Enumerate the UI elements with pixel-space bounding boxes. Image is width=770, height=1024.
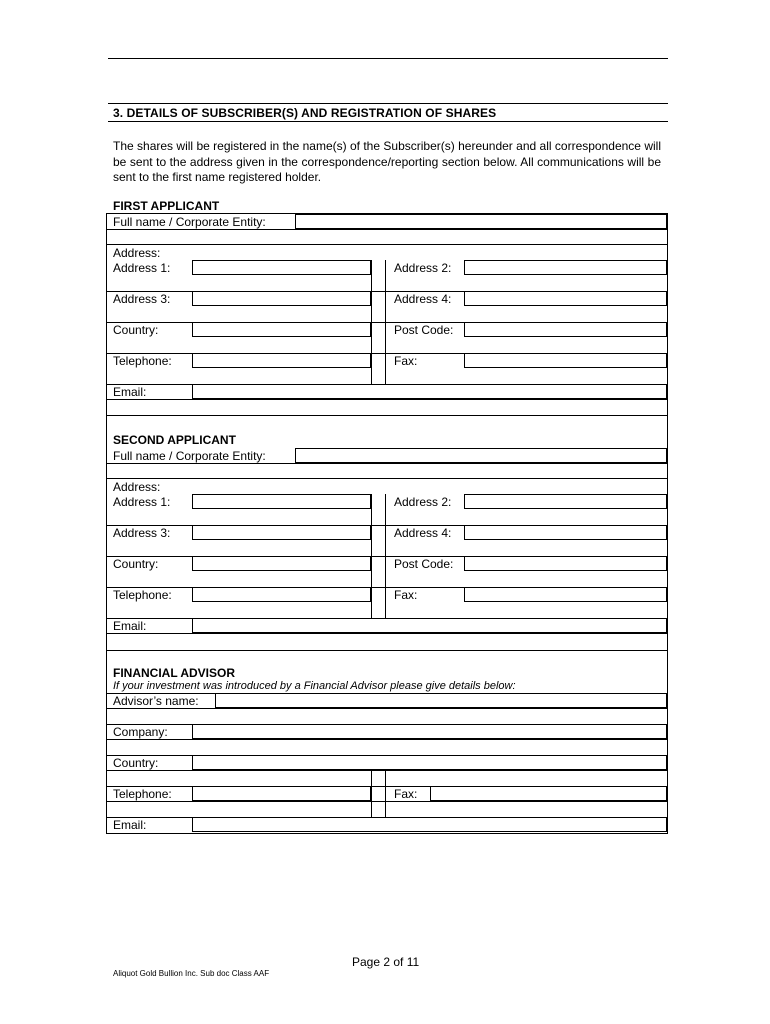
address3-field[interactable] bbox=[192, 291, 371, 306]
address1-field[interactable] bbox=[192, 494, 371, 509]
telephone-label: Telephone: bbox=[113, 787, 172, 801]
fax-field[interactable] bbox=[464, 353, 667, 368]
fax-label: Fax: bbox=[394, 354, 418, 368]
email-label: Email: bbox=[113, 619, 147, 633]
address3-field[interactable] bbox=[192, 525, 371, 540]
company-label: Company: bbox=[113, 725, 168, 739]
address-label: Address: bbox=[113, 480, 161, 494]
company-field[interactable] bbox=[192, 724, 667, 739]
advisor-name-field[interactable] bbox=[215, 693, 667, 708]
section-title-top-rule bbox=[108, 103, 668, 104]
post-code-label: Post Code: bbox=[394, 323, 454, 337]
email-field[interactable] bbox=[192, 817, 667, 832]
header-rule bbox=[108, 58, 668, 59]
country-field[interactable] bbox=[192, 556, 371, 571]
column-divider bbox=[371, 494, 386, 618]
second-applicant-heading: SECOND APPLICANT bbox=[113, 433, 236, 447]
second-applicant-form bbox=[106, 415, 668, 651]
full-name-label: Full name / Corporate Entity: bbox=[113, 449, 266, 463]
first-applicant-form bbox=[106, 213, 668, 416]
address2-field[interactable] bbox=[464, 260, 667, 275]
telephone-label: Telephone: bbox=[113, 354, 172, 368]
address2-label: Address 2: bbox=[394, 495, 452, 509]
section-title: 3. DETAILS OF SUBSCRIBER(S) AND REGISTRATION OF SHARES bbox=[113, 106, 497, 120]
address3-label: Address 3: bbox=[113, 292, 171, 306]
full-name-field[interactable] bbox=[295, 214, 667, 229]
financial-advisor-note: If your investment was introduced by a Financial Advisor please give details below: bbox=[113, 680, 516, 692]
page-number: Page 2 of 11 bbox=[352, 955, 420, 969]
address3-label: Address 3: bbox=[113, 526, 171, 540]
fax-field[interactable] bbox=[430, 786, 667, 801]
telephone-field[interactable] bbox=[192, 786, 371, 801]
document-footer: Aliquot Gold Bullion Inc. Sub doc Class AAF bbox=[113, 969, 270, 978]
address4-label: Address 4: bbox=[394, 292, 452, 306]
intro-paragraph: The shares will be registered in the name(s) of the Subscriber(s) hereunder and all correspondence will be sent to the address given in the correspondence/reporting section below. All communications will be sent to the first name registered holder. bbox=[113, 139, 661, 184]
address2-field[interactable] bbox=[464, 494, 667, 509]
address4-label: Address 4: bbox=[394, 526, 452, 540]
telephone-field[interactable] bbox=[192, 353, 371, 368]
address1-label: Address 1: bbox=[113, 261, 171, 275]
email-field[interactable] bbox=[192, 618, 667, 633]
email-field[interactable] bbox=[192, 384, 667, 399]
telephone-field[interactable] bbox=[192, 587, 371, 602]
full-name-field[interactable] bbox=[295, 448, 667, 463]
address2-label: Address 2: bbox=[394, 261, 452, 275]
address1-field[interactable] bbox=[192, 260, 371, 275]
fax-label: Fax: bbox=[394, 787, 418, 801]
financial-advisor-form bbox=[106, 650, 668, 834]
fax-field[interactable] bbox=[464, 587, 667, 602]
address-label: Address: bbox=[113, 246, 161, 260]
full-name-label: Full name / Corporate Entity: bbox=[113, 215, 266, 229]
financial-advisor-heading: FINANCIAL ADVISOR bbox=[113, 666, 236, 680]
first-applicant-heading: FIRST APPLICANT bbox=[113, 199, 220, 213]
advisor-name-label: Advisor’s name: bbox=[113, 694, 199, 708]
section-title-bottom-rule bbox=[108, 121, 668, 122]
email-label: Email: bbox=[113, 385, 147, 399]
post-code-field[interactable] bbox=[464, 556, 667, 571]
country-label: Country: bbox=[113, 756, 159, 770]
email-label: Email: bbox=[113, 818, 147, 832]
column-divider bbox=[371, 260, 386, 384]
country-field[interactable] bbox=[192, 322, 371, 337]
address4-field[interactable] bbox=[464, 291, 667, 306]
post-code-field[interactable] bbox=[464, 322, 667, 337]
address1-label: Address 1: bbox=[113, 495, 171, 509]
column-divider bbox=[371, 770, 386, 817]
country-field[interactable] bbox=[192, 755, 667, 770]
country-label: Country: bbox=[113, 557, 159, 571]
country-label: Country: bbox=[113, 323, 159, 337]
telephone-label: Telephone: bbox=[113, 588, 172, 602]
address4-field[interactable] bbox=[464, 525, 667, 540]
post-code-label: Post Code: bbox=[394, 557, 454, 571]
fax-label: Fax: bbox=[394, 588, 418, 602]
